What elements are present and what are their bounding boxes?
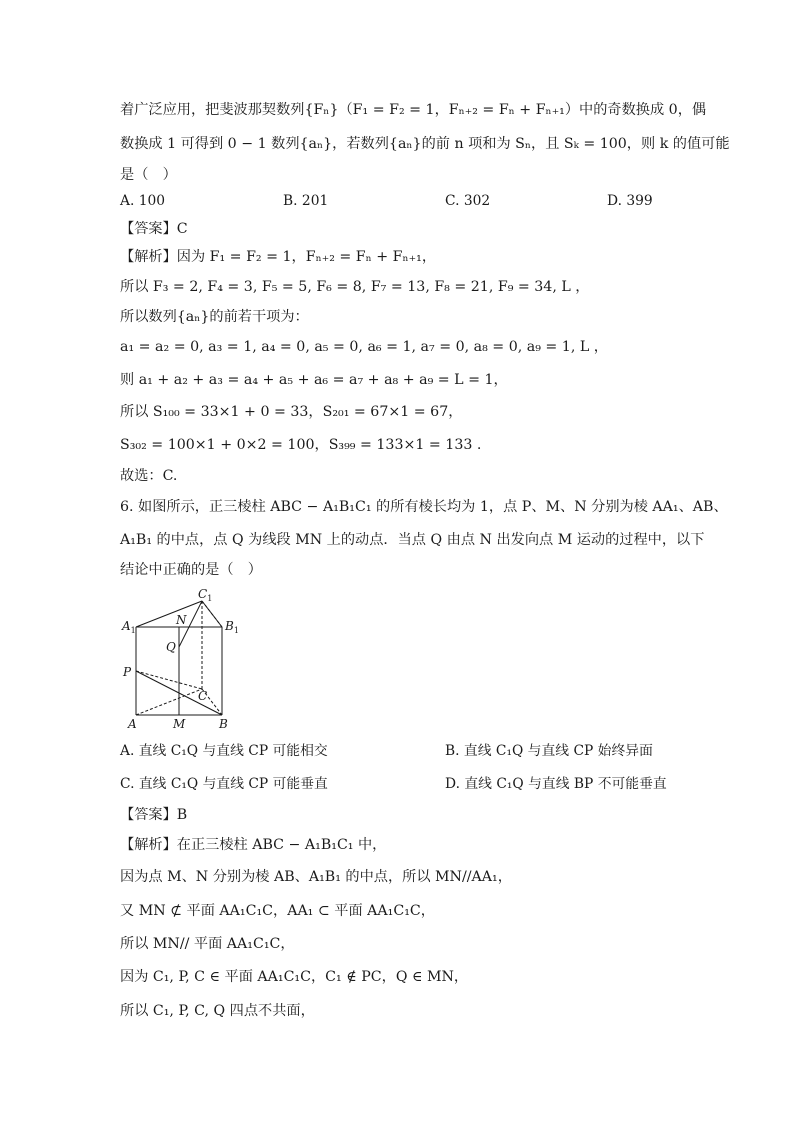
edge-a1c1: [136, 601, 202, 627]
q5-option-b: B. 201: [283, 193, 329, 209]
q5-option-c: C. 302: [445, 193, 491, 209]
label-a: A: [128, 717, 137, 731]
label-p: P: [123, 665, 132, 679]
q6-analysis-line-1: 【解析】在正三棱柱 ABC − A₁B₁C₁ 中，: [120, 837, 387, 853]
q6-analysis-line-5: 因为 C₁, P, C ∈ 平面 AA₁C₁C，C₁ ∉ PC，Q ∈ MN，: [120, 969, 469, 985]
q6-stem-line-3: 结论中正确的是（ ）: [120, 562, 262, 578]
q5-analysis-line-2: 所以 F₃ = 2, F₄ = 3, F₅ = 5, F₆ = 8, F₇ = 13, F₈ = 21, F₉ = 34, L ，: [120, 279, 590, 295]
q6-analysis-line-4: 所以 MN// 平面 AA₁C₁C，: [120, 936, 295, 952]
q5-analysis-line-5: 则 a₁ + a₂ + a₃ = a₄ + a₅ + a₆ = a₇ + a₈ + a₉ = L = 1，: [120, 372, 508, 388]
triangular-prism-figure: [112, 585, 252, 733]
label-q: Q: [166, 640, 176, 654]
q5-stem-line-3: 是（ ）: [120, 167, 177, 183]
q6-analysis-line-2: 因为点 M、N 分别为棱 AB、A₁B₁ 的中点，所以 MN//AA₁，: [120, 869, 512, 885]
q5-analysis-line-1: 【解析】因为 F₁ = F₂ = 1，Fₙ₊₂ = Fₙ + Fₙ₊₁，: [120, 249, 437, 265]
q5-analysis-line-4: a₁ = a₂ = 0, a₃ = 1, a₄ = 0, a₅ = 0, a₆ = 1, a₇ = 0, a₈ = 0, a₉ = 1, L ，: [120, 339, 608, 355]
q5-option-a: A. 100: [120, 193, 166, 209]
label-m: M: [173, 717, 186, 731]
q5-answer: 【答案】C: [120, 221, 188, 237]
q6-stem-line-2: A₁B₁ 的中点，点 Q 为线段 MN 上的动点．当点 Q 由点 N 出发向点 M 运动的过程中，以下: [120, 532, 705, 548]
label-n: N: [176, 613, 187, 627]
edge-ac-hidden: [136, 689, 202, 715]
q5-analysis-line-8: 故选：C.: [120, 468, 178, 484]
label-b1: $B_1$: [225, 619, 239, 635]
q5-analysis-line-6: 所以 S₁₀₀ = 33×1 + 0 = 33，S₂₀₁ = 67×1 = 67，: [120, 404, 463, 420]
label-c1: $C_1$: [198, 587, 213, 603]
q6-answer: 【答案】B: [120, 807, 188, 823]
q6-analysis-line-6: 所以 C₁, P, C, Q 四点不共面，: [120, 1003, 315, 1019]
q6-option-b: B. 直线 C₁Q 与直线 CP 始终异面: [445, 743, 653, 759]
q5-option-d: D. 399: [607, 193, 653, 209]
q5-stem-line-2: 数换成 1 可得到 0 − 1 数列{aₙ}，若数列{aₙ}的前 n 项和为 Sₙ，且 Sₖ = 100，则 k 的值可能: [120, 136, 730, 152]
q6-analysis-line-3: 又 MN ⊄ 平面 AA₁C₁C，AA₁ ⊂ 平面 AA₁C₁C，: [120, 903, 435, 919]
q6-stem-line-1: 6. 如图所示，正三棱柱 ABC − A₁B₁C₁ 的所有棱长均为 1，点 P、M、N 分别为棱 AA₁、AB、: [120, 499, 728, 515]
label-b: B: [219, 717, 228, 731]
q6-option-d: D. 直线 C₁Q 与直线 BP 不可能垂直: [445, 776, 667, 792]
segment-pc-hidden: [136, 671, 202, 689]
q6-option-c: C. 直线 C₁Q 与直线 CP 可能垂直: [120, 776, 328, 792]
q5-analysis-line-7: S₃₀₂ = 100×1 + 0×2 = 100，S₃₉₉ = 133×1 = 133 .: [120, 437, 482, 453]
label-a1: $A_1$: [122, 619, 136, 635]
label-c: C: [198, 689, 208, 703]
q6-option-a: A. 直线 C₁Q 与直线 CP 可能相交: [120, 743, 328, 759]
q5-stem-line-1: 着广泛应用，把斐波那契数列{Fₙ}（F₁ = F₂ = 1，Fₙ₊₂ = Fₙ + Fₙ₊₁）中的奇数换成 0，偶: [120, 102, 707, 118]
q5-analysis-line-3: 所以数列{aₙ}的前若干项为：: [120, 309, 309, 325]
